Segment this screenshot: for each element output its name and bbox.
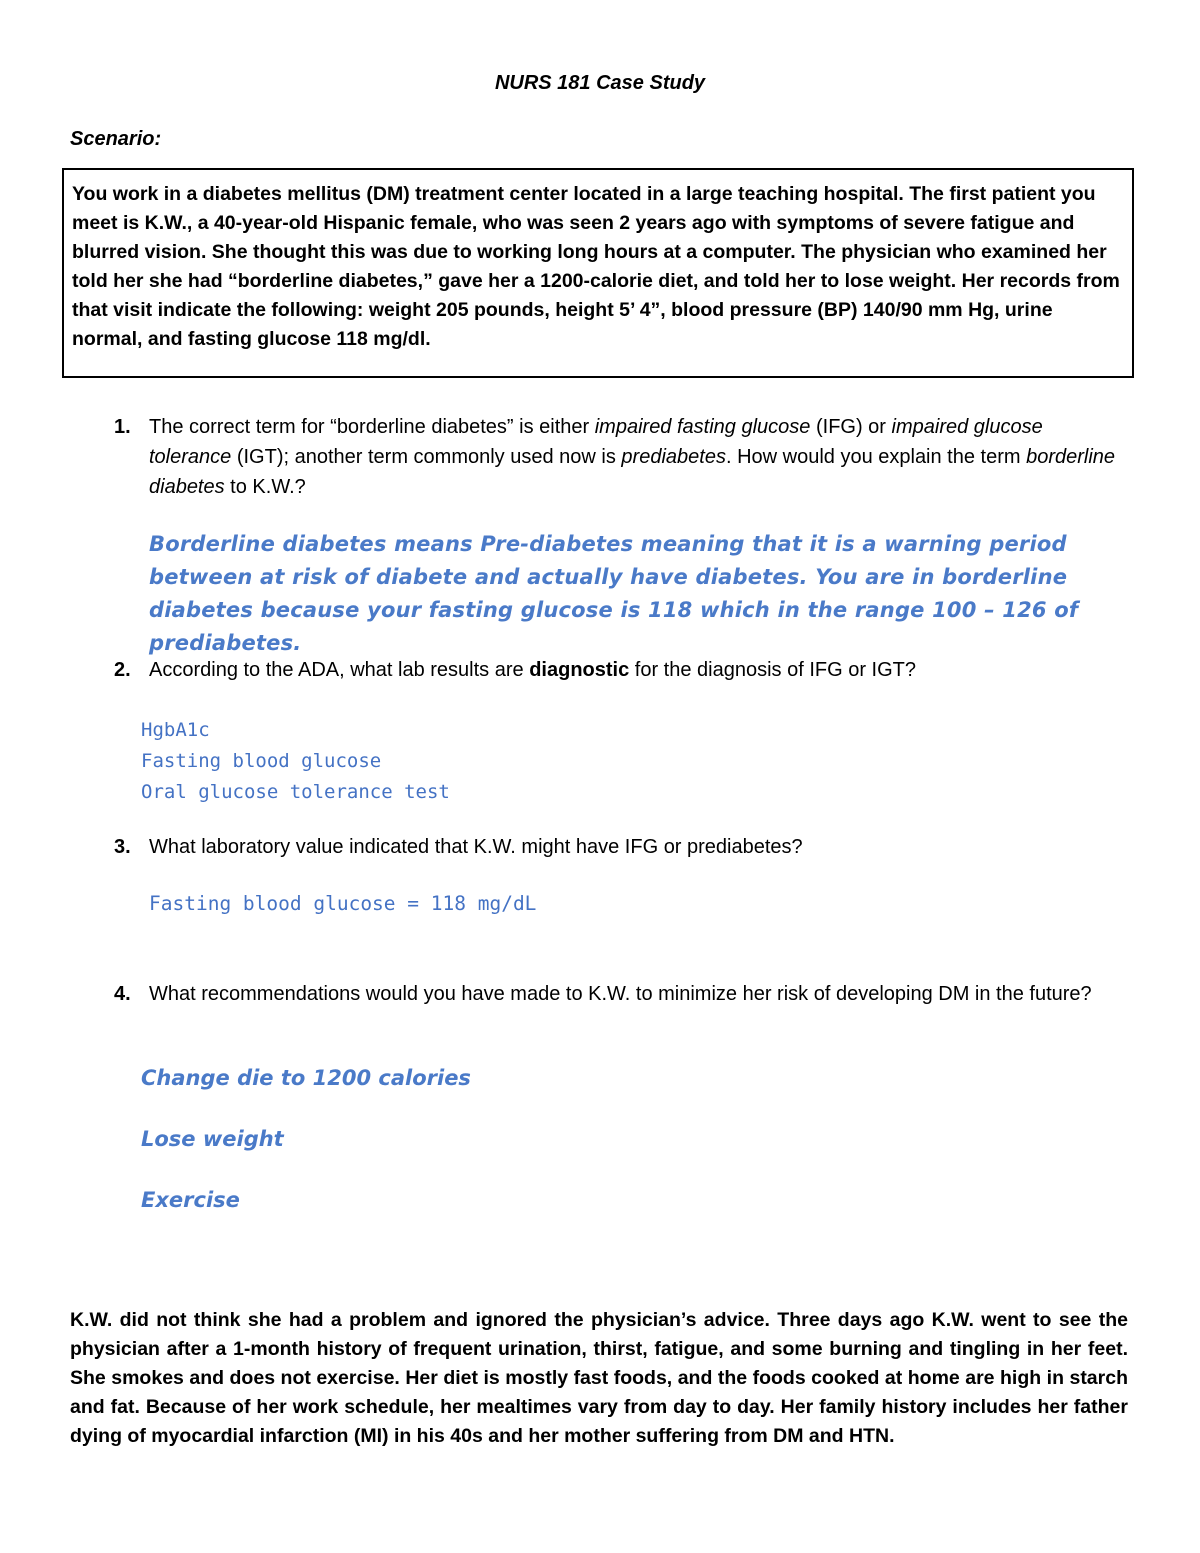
question-number: 2. <box>114 659 131 681</box>
question-1 <box>114 412 1124 502</box>
question-text: What recommendations would you have made to K.W. to minimize her risk of developing DM in the future? <box>149 983 1092 1005</box>
answer-3: Fasting blood glucose = 118 mg/dL <box>149 892 537 915</box>
answer-4-item: Lose weight <box>141 1127 284 1151</box>
scenario-label: Scenario: <box>70 128 162 150</box>
question-text: The correct term for “borderline diabetes” is either impaired fasting glucose (IFG) or impaired glucose tolerance (IGT); another term commonly used now is prediabetes. How would you explain the term borderline diabetes to K.W.? <box>149 416 1116 498</box>
question-number: 1. <box>114 416 131 438</box>
answer-2-list <box>141 715 450 808</box>
answer-item: HgbA1c <box>141 719 210 741</box>
question-2 <box>114 655 1124 685</box>
answer-1: Borderline diabetes means Pre-diabetes meaning that it is a warning period between at risk of diabete and actually have diabetes. You are in borderline diabetes because your fasting glucose is 118 which in the range 100 – 126 of prediabetes. <box>149 532 1079 655</box>
question-number: 4. <box>114 983 131 1005</box>
question-4 <box>114 979 1124 1009</box>
answer-item: Fasting blood glucose <box>141 750 382 772</box>
question-3 <box>114 832 1124 862</box>
answer-4-item: Exercise <box>141 1188 240 1212</box>
scenario-text: You work in a diabetes mellitus (DM) treatment center located in a large teaching hospital. The first patient you meet is K.W., a 40-year-old Hispanic female, who was seen 2 years ago with symptoms of severe fatigue and blurred vision. She thought this was due to working long hours at a computer. The physician who examined her told her she had “borderline diabetes,” gave her a 1200-calorie diet, and told her to lose weight. Her records from that visit indicate the following: weight 205 pounds, height 5’ 4”, blood pressure (BP) 140/90 mm Hg, urine normal, and fasting glucose 118 mg/dl. <box>72 183 1120 350</box>
answer-item: Oral glucose tolerance test <box>141 781 450 803</box>
closing-paragraph: K.W. did not think she had a problem and ignored the physician’s advice. Three days ago K.W. went to see the physician after a 1-month history of frequent urination, thirst, fatigue, and some burning and tingling in her feet. She smokes and does not exercise. Her diet is mostly fast foods, and the foods cooked at home are high in starch and fat. Because of her work schedule, her mealtimes vary from day to day. Her family history includes her father dying of myocardial infarction (MI) in his 40s and her mother suffering from DM and HTN. <box>70 1309 1128 1447</box>
answer-4-item: Change die to 1200 calories <box>141 1066 471 1090</box>
question-text: According to the ADA, what lab results are diagnostic for the diagnosis of IFG or IGT? <box>149 659 917 681</box>
document-title: NURS 181 Case Study <box>494 72 706 94</box>
question-number: 3. <box>114 836 131 858</box>
scenario-box <box>62 168 1134 378</box>
question-text: What laboratory value indicated that K.W. might have IFG or prediabetes? <box>149 836 803 858</box>
